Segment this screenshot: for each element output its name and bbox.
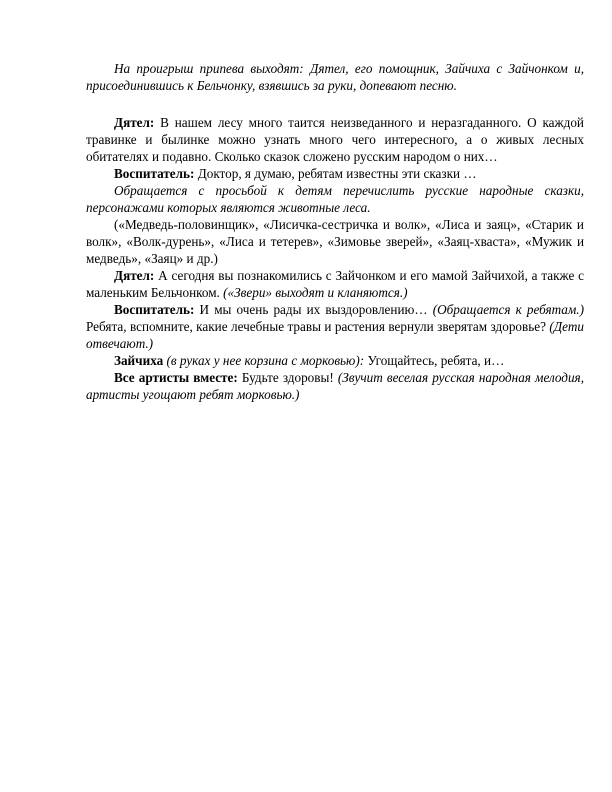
speech-text: Будьте здоровы! bbox=[237, 370, 334, 385]
speaker-woodpecker: Дятел: bbox=[114, 115, 155, 130]
stage-direction: («Звери» выходят и кланяются.) bbox=[219, 285, 408, 300]
stage-direction: (Дети отвечают.) bbox=[86, 319, 584, 351]
speech-text: И мы очень рады их выздоровлению… bbox=[194, 302, 428, 317]
speech-text: Доктор, я думаю, ребятам известны эти сказки … bbox=[194, 166, 477, 181]
stage-direction: (Звучит веселая русская народная мелодия, артисты угощают ребят морковью.) bbox=[86, 370, 584, 402]
paragraph-teacher-2 bbox=[86, 301, 584, 352]
stage-direction: (в руках у нее корзина с морковью): bbox=[163, 353, 365, 368]
stage-direction: (Обращается к ребятам.) bbox=[427, 302, 584, 317]
paragraph-hare bbox=[86, 352, 584, 369]
intro-stage-direction: На проигрыш припева выходят: Дятел, его помощник, Зайчиха с Зайчонком и, присоединившись к Бельчонку, взявшись за руки, допевают песню. bbox=[86, 61, 584, 93]
speaker-teacher: Воспитатель: bbox=[114, 302, 195, 317]
fairytale-list: («Медведь-половинщик», «Лисичка-сестричка и волк», «Лиса и заяц», «Старик и волк», «Волк-дурень», «Лиса и тетерев», «Зимовье зверей», «Заяц-хваста», «Мужик и медведь», «Заяц» и др.) bbox=[86, 217, 584, 266]
document-page bbox=[86, 60, 584, 403]
paragraph-all-artists bbox=[86, 369, 584, 403]
paragraph-teacher-1 bbox=[86, 165, 584, 182]
paragraph-woodpecker-2 bbox=[86, 267, 584, 301]
speaker-hare: Зайчиха bbox=[114, 353, 164, 368]
speaker-woodpecker: Дятел: bbox=[114, 268, 155, 283]
stage-direction-fairytales: Обращается с просьбой к детям перечислить русские народные сказки, персонажами которых являются животные леса. bbox=[86, 183, 584, 215]
speaker-all-artists: Все артисты вместе: bbox=[114, 370, 238, 385]
speech-text: А сегодня вы познакомились с Зайчонком и его мамой Зайчихой, а также с маленьким Бельчонком. bbox=[86, 268, 584, 300]
speech-text: Угощайтесь, ребята, и… bbox=[364, 353, 505, 368]
speech-text: Ребята, вспомните, какие лечебные травы и растения вернули зверятам здоровье? bbox=[86, 319, 546, 334]
paragraph-woodpecker-1 bbox=[86, 114, 584, 165]
speaker-teacher: Воспитатель: bbox=[114, 166, 195, 181]
speech-text: В нашем лесу много таится неизведанного и неразгаданного. О каждой травинке и былинке можно узнать много чего интересного, а о живых лесных обитателях и подавно. Сколько сказок сложено русским народом о них… bbox=[86, 115, 584, 164]
